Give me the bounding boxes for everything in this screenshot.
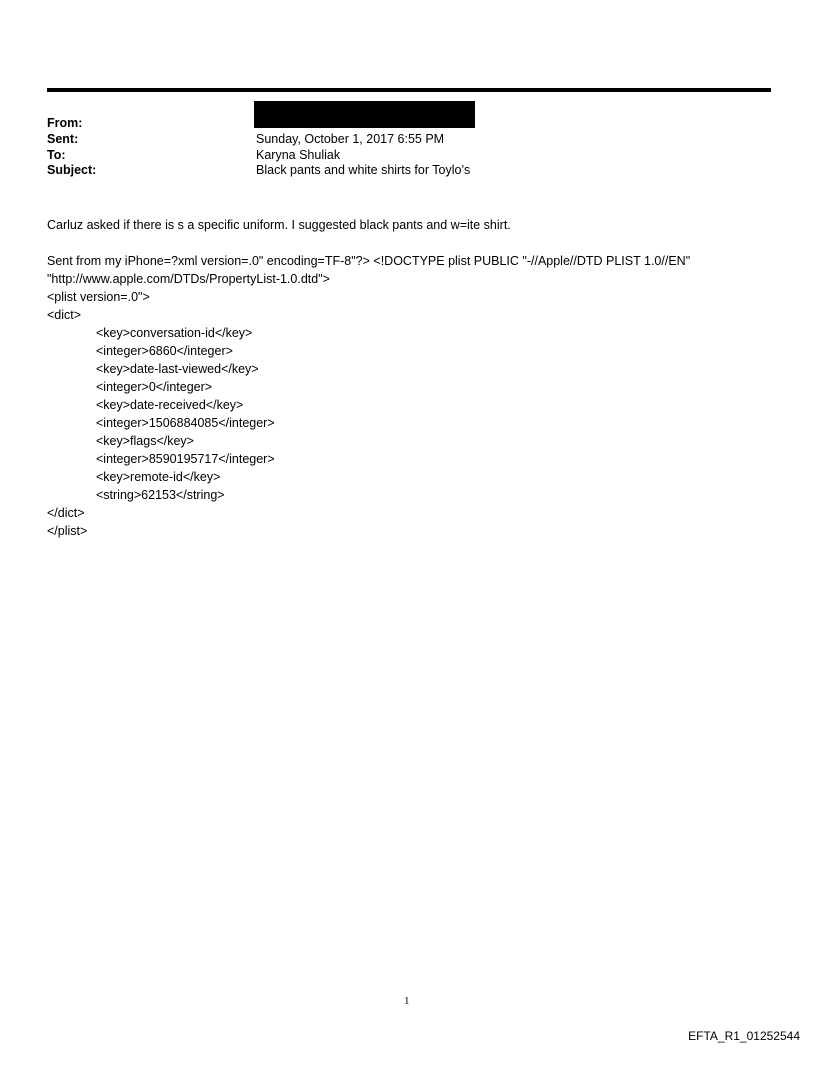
body-line: <integer>8590195717</integer> (96, 452, 275, 466)
body-line: <dict> (47, 308, 82, 322)
body-line: <key>remote-id</key> (96, 470, 221, 484)
to-row (0, 148, 600, 164)
body-line: <key>flags</key> (96, 434, 194, 448)
subject-value: Black pants and white shirts for Toylo’s (256, 163, 471, 177)
body-blank-line (47, 234, 690, 252)
body-line: <key>conversation-id</key> (96, 326, 253, 340)
body-line: "http://www.apple.com/DTDs/PropertyList-1.0.dtd"> (47, 272, 330, 286)
body-line: <plist version=.0"> (47, 290, 150, 304)
email-body (47, 216, 690, 540)
body-line: <integer>1506884085</integer> (96, 416, 275, 430)
body-line: Carluz asked if there is s a specific uniform. I suggested black pants and w=ite shirt. (47, 218, 511, 232)
sent-row (0, 132, 600, 148)
document-id-footer: EFTA_R1_01252544 (688, 1029, 800, 1043)
subject-row (0, 163, 600, 179)
from-row (0, 116, 600, 132)
body-line: <integer>6860</integer> (96, 344, 233, 358)
header-divider (47, 88, 771, 92)
to-value: Karyna Shuliak (256, 147, 341, 162)
subject-label: Subject: (47, 163, 97, 177)
body-line: <key>date-last-viewed</key> (96, 362, 259, 376)
sent-value: Sunday, October 1, 2017 6:55 PM (256, 132, 445, 146)
body-line: </plist> (47, 524, 88, 538)
from-label: From: (47, 116, 83, 130)
body-line: <key>date-received</key> (96, 398, 244, 412)
body-line: <string>62153</string> (96, 488, 225, 502)
body-line: Sent from my iPhone=?xml version=.0" encoding=TF-8"?> <!DOCTYPE plist PUBLIC "-//Apple//DTD PLIST 1.0//EN" (47, 254, 691, 268)
body-line: </dict> (47, 506, 85, 520)
page-number: 1 (404, 995, 410, 1007)
to-label: To: (47, 147, 66, 162)
sent-label: Sent: (47, 132, 79, 146)
body-line: <integer>0</integer> (96, 380, 213, 394)
